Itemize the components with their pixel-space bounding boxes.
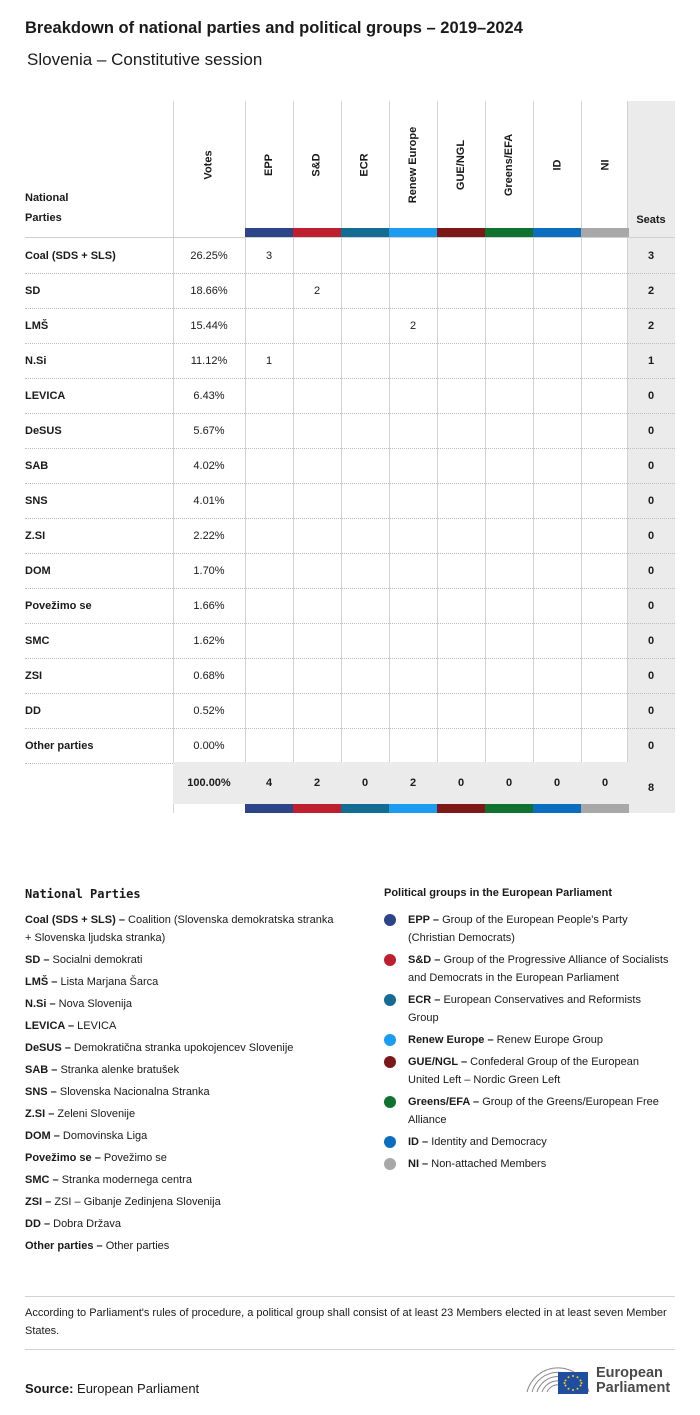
table-row [25,588,675,623]
total-seats: 0 [647,494,655,507]
group-seat-count [341,448,389,483]
group-seat-count [293,588,341,623]
table-row [25,518,675,553]
group-seat-count [245,518,293,553]
group-seat-count [341,553,389,588]
group-seat-count [581,308,629,343]
party-name: LMŠ [25,319,49,332]
vote-share: 1.62% [193,634,225,647]
total-seats: 0 [647,529,655,542]
group-color-bar [341,804,389,813]
group-seat-count [293,343,341,378]
total-group-seats: 2 [409,777,417,789]
group-color-dot [384,1056,396,1068]
national-parties-header: National Parties [25,192,69,224]
group-seat-count [485,623,533,658]
table-row [25,728,675,763]
group-seat-count [245,693,293,728]
breakdown-table [25,101,675,813]
group-seat-count [581,413,629,448]
table-row [25,658,675,693]
group-seat-count [437,273,485,308]
national-party-legend-item: DeSUS – Demokratična stranka upokojencev Slovenije [25,1042,294,1054]
group-seat-count [341,238,389,273]
group-seat-count [485,553,533,588]
group-seat-count [581,343,629,378]
group-seat-count [389,693,437,728]
total-group-seats: 0 [457,777,465,789]
group-seat-count [389,588,437,623]
group-seat-count [293,378,341,413]
group-seat-count [581,378,629,413]
vote-share: 4.02% [193,459,225,472]
total-seats: 0 [647,669,655,682]
group-seat-count [389,413,437,448]
group-seat-count [533,413,581,448]
national-party-legend-item: SNS – Slovenska Nacionalna Stranka [25,1086,210,1098]
group-seat-count [245,273,293,308]
political-group-legend-item: Greens/EFA – Group of the Greens/European Free Alliance [384,1093,669,1129]
total-seats: 3 [647,249,655,262]
group-header: S&D [310,152,323,177]
group-seat-count [293,238,341,273]
party-name: LEVICA [25,389,66,402]
total-group-seats: 4 [265,777,273,789]
total-seats: 0 [647,424,655,437]
group-seat-count [437,343,485,378]
total-seats: 0 [647,564,655,577]
total-seats: 0 [647,599,655,612]
divider [25,1349,675,1350]
group-seat-count [533,623,581,658]
group-seat-count [293,658,341,693]
group-seat-count [485,308,533,343]
vote-share: 4.01% [193,494,225,507]
group-color-bar [341,228,389,237]
total-group-seats: 0 [601,777,609,789]
party-name: DeSUS [25,424,62,437]
national-party-legend-item: ZSI – ZSI – Gibanje Zedinjena Slovenija [25,1196,221,1208]
total-group-seats: 0 [505,777,513,789]
group-seat-count [245,658,293,693]
total-seats: 0 [647,459,655,472]
group-seat-count [581,588,629,623]
total-seats: 1 [647,354,655,367]
group-seat-count [533,728,581,763]
group-seat-count [245,588,293,623]
group-header: NI [599,159,611,170]
table-row [25,343,675,378]
national-parties-legend [25,911,335,1259]
party-name: ZSI [25,669,43,682]
group-seat-count: 2 [409,319,417,332]
group-seat-count [533,693,581,728]
party-name: SNS [25,494,48,507]
group-color-dot [384,1136,396,1148]
group-seat-count [245,378,293,413]
group-seat-count [389,448,437,483]
group-color-bar [533,804,581,813]
group-seat-count [437,588,485,623]
party-name: Povežimo se [25,599,92,612]
group-color-bar [245,804,293,813]
group-seat-count [581,518,629,553]
group-color-dot [384,1096,396,1108]
national-party-legend-item: Coal (SDS + SLS) – Coalition (Slovenska demokratska stranka + Slovenska ljudska stranka) [25,914,334,944]
party-name: Other parties [25,739,94,752]
group-seat-count [437,413,485,448]
vote-share: 1.66% [193,599,225,612]
group-seat-count: 3 [265,249,273,262]
table-row [25,483,675,518]
total-group-seats: 2 [313,777,321,789]
group-color-bar [437,228,485,237]
group-header: EPP [262,153,275,176]
political-group-legend-item: EPP – Group of the European People's Party (Christian Democrats) [384,911,669,947]
group-seat-count [389,518,437,553]
group-seat-count [581,693,629,728]
group-seat-count [485,273,533,308]
group-color-dot [384,1034,396,1046]
group-seat-count [581,238,629,273]
vote-share: 0.52% [193,704,225,717]
group-header: ECR [358,152,371,177]
group-seat-count: 2 [313,284,321,297]
table-row [25,623,675,658]
group-seat-count [341,693,389,728]
group-seat-count [389,273,437,308]
group-seat-count [485,238,533,273]
group-seat-count [341,273,389,308]
group-seat-count [293,518,341,553]
group-seat-count [341,308,389,343]
group-seat-count [581,273,629,308]
page-subtitle: Slovenia – Constitutive session [27,50,263,69]
vote-share: 2.22% [193,529,225,542]
vote-share: 15.44% [190,319,228,332]
group-seat-count [533,273,581,308]
total-seats: 0 [647,704,655,717]
party-name: DOM [25,564,51,577]
group-seat-count [389,343,437,378]
group-color-bar [245,228,293,237]
table-row [25,308,675,343]
group-color-bar [533,228,581,237]
group-color-dot [384,954,396,966]
group-seat-count [341,728,389,763]
group-seat-count [293,693,341,728]
national-party-legend-item: SAB – Stranka alenke bratušek [25,1064,180,1076]
vote-share: 1.70% [193,564,225,577]
footnote: According to Parliament's rules of procedure, a political group shall consist of at least 23 Members elected in at least seven Member States. [25,1307,667,1337]
national-party-legend-item: Other parties – Other parties [25,1240,170,1252]
table-row [25,693,675,728]
group-seat-count [485,693,533,728]
group-seat-count [533,308,581,343]
group-color-dot [384,1158,396,1170]
party-name: N.Si [25,354,47,367]
national-party-legend-item: N.Si – Nova Slovenija [25,998,133,1010]
group-seat-count [245,413,293,448]
divider [25,1296,675,1297]
vote-share: 0.68% [193,669,225,682]
group-seat-count [437,378,485,413]
national-party-legend-item: SD – Socialni demokrati [25,954,143,966]
group-seat-count [533,238,581,273]
group-seat-count [485,588,533,623]
group-seat-count [437,483,485,518]
group-seat-count [437,553,485,588]
vote-share: 11.12% [190,354,228,367]
group-seat-count [341,588,389,623]
vote-share: 6.43% [193,389,225,402]
group-seat-count [389,623,437,658]
total-group-seats: 0 [553,777,561,789]
total-seats: 2 [647,284,655,297]
group-seat-count [341,518,389,553]
party-name: DD [25,704,41,717]
group-seat-count [389,238,437,273]
table-row [25,238,675,273]
vote-share: 5.67% [193,424,225,437]
group-seat-count [389,483,437,518]
table-row [25,273,675,308]
group-color-dot [384,994,396,1006]
total-seats: 0 [647,634,655,647]
group-seat-count [533,378,581,413]
table-row [25,413,675,448]
group-color-dot [384,914,396,926]
group-seat-count [437,308,485,343]
group-seat-count [581,623,629,658]
national-party-legend-item: DD – Dobra Država [25,1218,121,1230]
seats-header: Seats [636,214,666,226]
group-seat-count [389,553,437,588]
group-seat-count [437,693,485,728]
group-seat-count [341,413,389,448]
group-seat-count [581,728,629,763]
vote-share: 0.00% [193,739,225,752]
party-name: SAB [25,459,49,472]
group-color-bar [437,804,485,813]
group-header: ID [551,159,563,170]
group-color-bar [485,804,533,813]
group-header: GUE/NGL [455,139,467,190]
group-seat-count [533,518,581,553]
group-seat-count [293,553,341,588]
group-seat-count [437,623,485,658]
vote-share: 26.25% [190,249,228,262]
group-seat-count [245,448,293,483]
group-seat-count [533,658,581,693]
group-seat-count [437,448,485,483]
group-seat-count [245,308,293,343]
political-group-legend-item: S&D – Group of the Progressive Alliance of Socialists and Democrats in the European Parliament [384,951,669,987]
group-seat-count [485,343,533,378]
group-seat-count [341,378,389,413]
group-seat-count [437,238,485,273]
group-seat-count [581,483,629,518]
group-seat-count [389,378,437,413]
political-groups-legend [384,911,669,1177]
group-seat-count [293,448,341,483]
group-seat-count [245,728,293,763]
group-seat-count [293,308,341,343]
total-votes: 100.00% [187,777,231,789]
group-seat-count [389,658,437,693]
group-seat-count [485,728,533,763]
group-color-bar [293,228,341,237]
national-party-legend-item: Povežimo se – Povežimo se [25,1152,167,1164]
political-group-legend-item: ID – Identity and Democracy [384,1133,669,1151]
party-name: SD [25,284,41,297]
group-color-bar [389,804,437,813]
group-seat-count [245,483,293,518]
political-group-legend-item: Renew Europe – Renew Europe Group [384,1031,669,1049]
votes-header: Votes [202,149,215,180]
page-title: Breakdown of national parties and political groups – 2019–2024 [25,19,523,37]
political-group-legend-item: ECR – European Conservatives and Reformists Group [384,991,669,1027]
national-party-legend-item: Z.SI – Zeleni Slovenije [25,1108,136,1120]
group-seat-count [485,658,533,693]
national-party-legend-item: LEVICA – LEVICA [25,1020,117,1032]
group-seat-count [293,413,341,448]
total-seats: 2 [647,319,655,332]
national-party-legend-item: LMŠ – Lista Marjana Šarca [25,976,159,988]
group-seat-count [533,588,581,623]
total-seats-sum: 8 [647,782,655,794]
group-seat-count [293,623,341,658]
national-parties-legend-heading: National Parties [25,887,141,901]
group-seat-count [245,553,293,588]
party-name: Coal (SDS + SLS) [25,249,116,262]
table-row [25,448,675,483]
group-seat-count [581,448,629,483]
group-color-bar [485,228,533,237]
group-seat-count [245,623,293,658]
group-header: Renew Europe [407,126,419,203]
group-seat-count [341,658,389,693]
group-color-bar [581,804,629,813]
political-group-legend-item: NI – Non-attached Members [384,1155,669,1173]
political-group-legend-item: GUE/NGL – Confederal Group of the European United Left – Nordic Green Left [384,1053,669,1089]
group-seat-count [533,483,581,518]
group-seat-count [485,378,533,413]
group-seat-count [581,658,629,693]
group-header: Greens/EFA [503,133,516,196]
group-seat-count [485,518,533,553]
group-seat-count [293,483,341,518]
group-seat-count [485,448,533,483]
logo-wordmark: European Parliament [596,1365,671,1396]
group-seat-count [533,448,581,483]
group-seat-count [437,658,485,693]
group-seat-count [485,483,533,518]
group-seat-count [341,623,389,658]
group-seat-count [341,483,389,518]
total-seats: 0 [647,739,655,752]
source: Source: European Parliament [25,1381,200,1396]
group-seat-count [341,343,389,378]
national-party-legend-item: SMC – Stranka modernega centra [25,1174,192,1186]
total-group-seats: 0 [361,777,369,789]
group-seat-count: 1 [265,354,273,367]
vote-share: 18.66% [190,284,228,297]
group-seat-count [581,553,629,588]
group-seat-count [293,728,341,763]
group-seat-count [437,518,485,553]
national-party-legend-item: DOM – Domovinska Liga [25,1130,148,1142]
group-color-bar [293,804,341,813]
group-seat-count [485,413,533,448]
group-seat-count [389,728,437,763]
table-row [25,553,675,588]
group-seat-count [437,728,485,763]
group-color-bar [389,228,437,237]
group-seat-count [533,553,581,588]
table-row [25,378,675,413]
total-seats: 0 [647,389,655,402]
party-name: SMC [25,634,50,647]
party-name: Z.SI [25,529,46,542]
political-groups-legend-heading: Political groups in the European Parliament [384,887,612,899]
group-color-bar [581,228,629,237]
group-seat-count [533,343,581,378]
